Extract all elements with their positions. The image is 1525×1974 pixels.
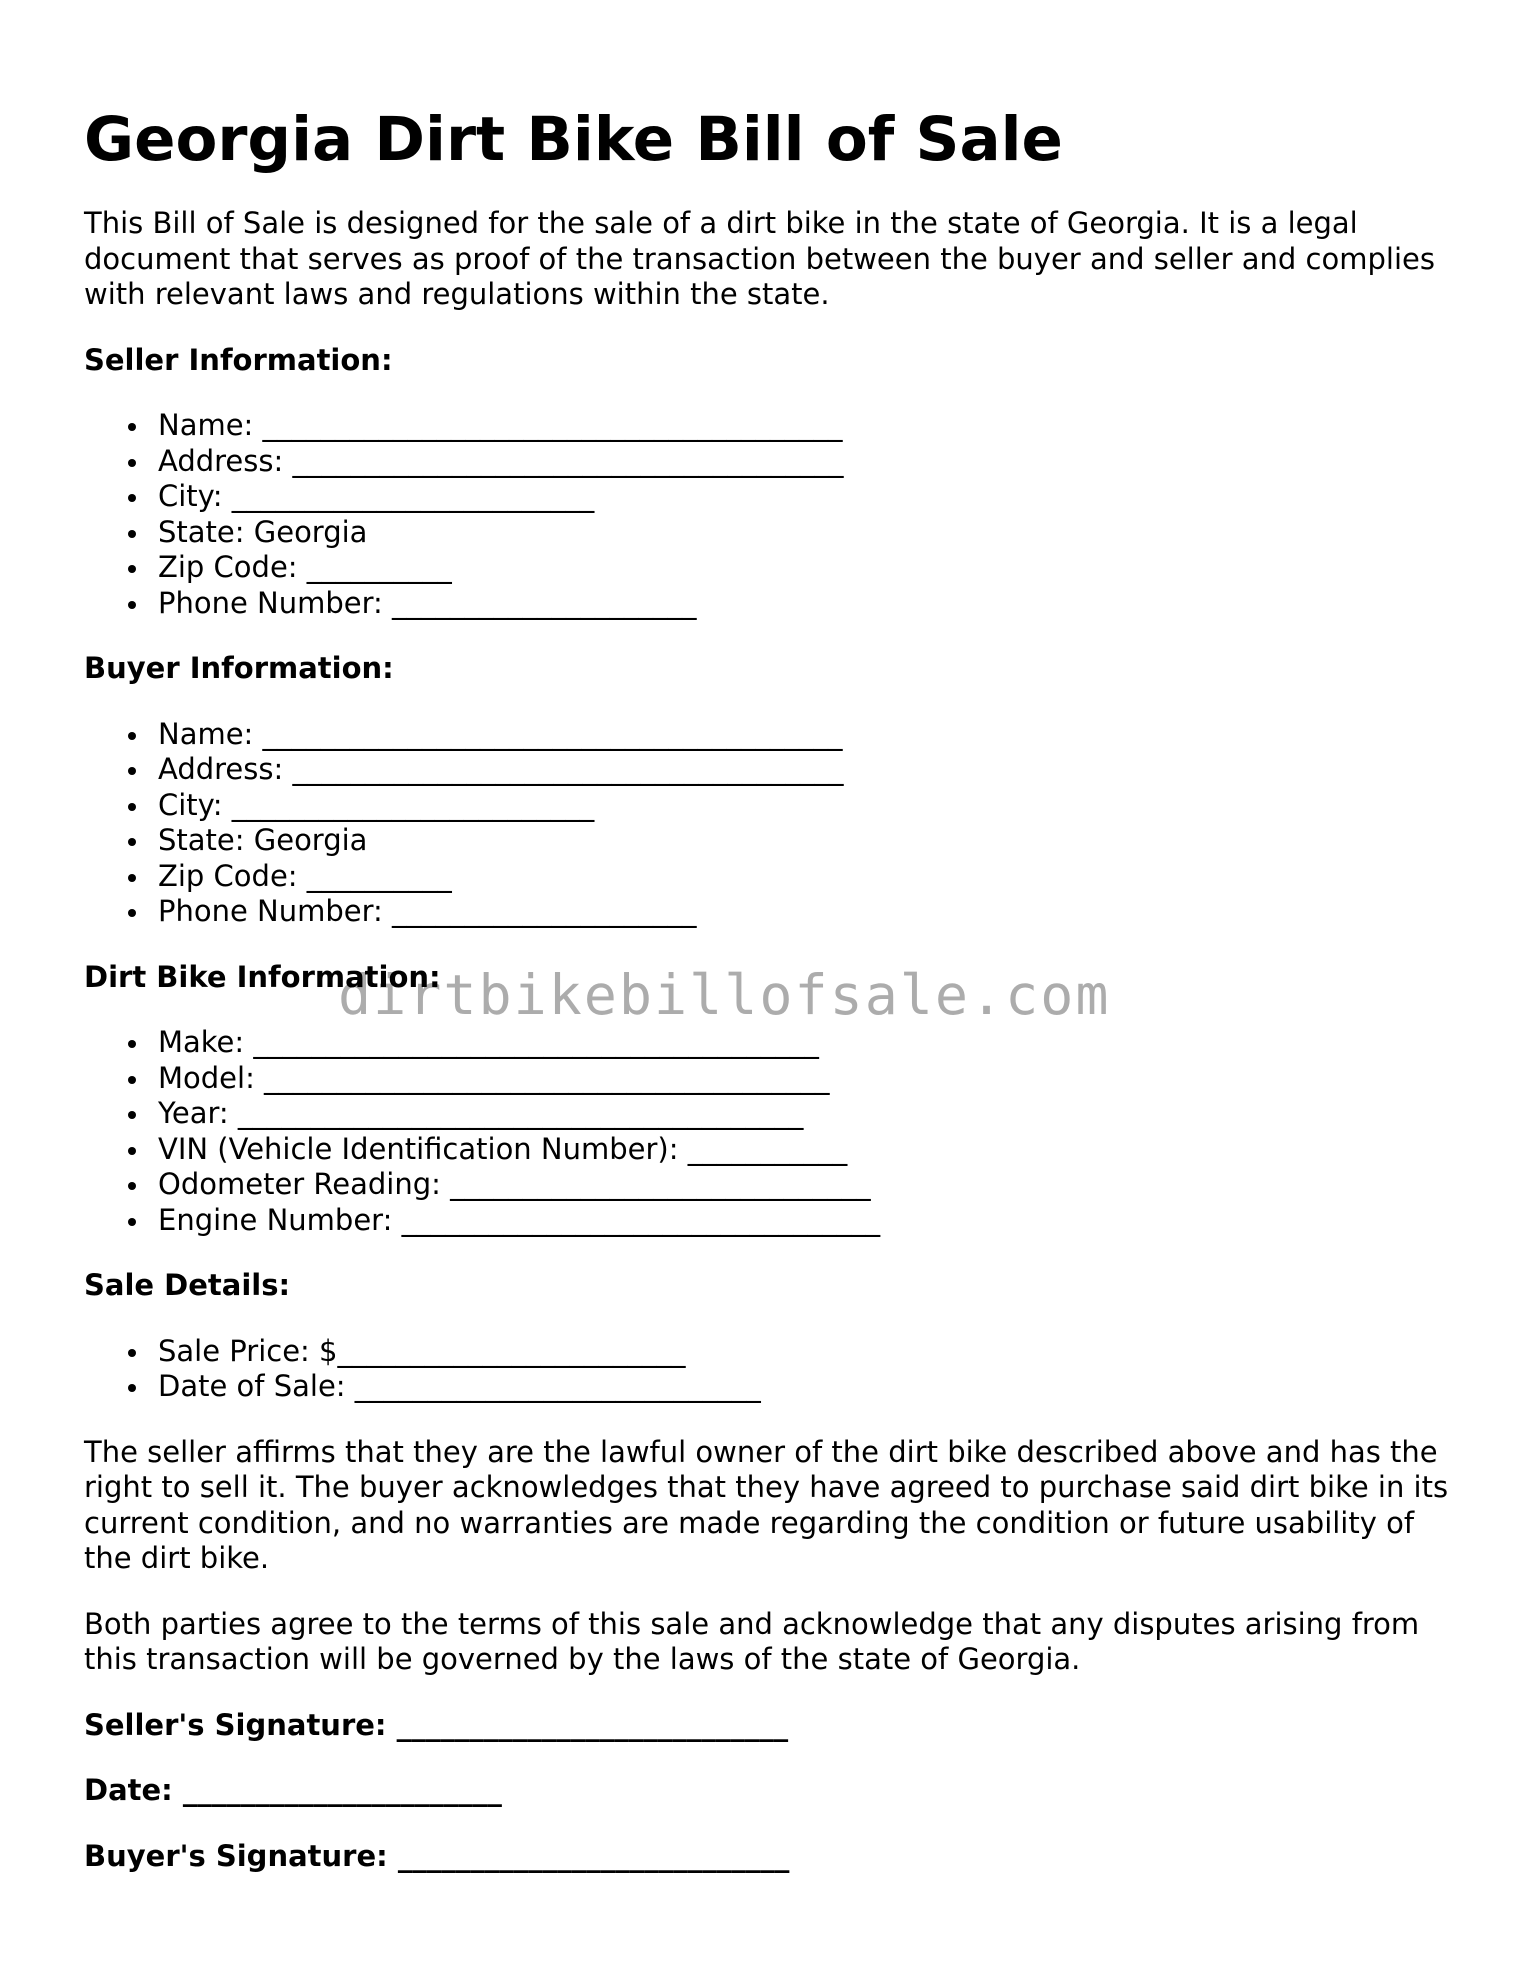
seller-state-field: State: Georgia [84, 515, 1454, 551]
bike-vin-field[interactable]: VIN (Vehicle Identification Number): ___________ [84, 1132, 1454, 1168]
buyer-phone-field[interactable]: Phone Number: _____________________ [84, 894, 1454, 930]
seller-zip-field[interactable]: Zip Code: __________ [84, 550, 1454, 586]
buyer-city-field[interactable]: City: _________________________ [84, 788, 1454, 824]
buyer-name-field[interactable]: Name: ________________________________________ [84, 717, 1454, 753]
buyer-info-list [84, 717, 1454, 930]
sale-details-list [84, 1334, 1454, 1405]
bike-model-field[interactable]: Model: _______________________________________ [84, 1061, 1454, 1097]
affirmation-paragraph: The seller affirms that they are the lawful owner of the dirt bike described above and has the right to sell it. The buyer acknowledges that they have agreed to purchase said dirt bike in its current condition, and no warranties are made regarding the condition or future usability of the dirt bike. [84, 1434, 1449, 1575]
buyer-address-field[interactable]: Address: ______________________________________ [84, 752, 1454, 788]
page-title: Georgia Dirt Bike Bill of Sale [84, 104, 1063, 175]
agreement-paragraph: Both parties agree to the terms of this sale and acknowledge that any disputes arising from this transaction will be governed by the laws of the state of Georgia. [84, 1606, 1420, 1676]
seller-city-field[interactable]: City: _________________________ [84, 479, 1454, 515]
seller-signature-field[interactable]: Seller's Signature: ___________________________ [84, 1707, 789, 1742]
seller-address-field[interactable]: Address: ______________________________________ [84, 444, 1454, 480]
bike-make-field[interactable]: Make: _______________________________________ [84, 1025, 1454, 1061]
sale-date-field[interactable]: Date of Sale: ____________________________ [84, 1369, 1454, 1405]
bike-info-list [84, 1025, 1454, 1238]
seller-phone-field[interactable]: Phone Number: _____________________ [84, 586, 1454, 622]
bike-odometer-field[interactable]: Odometer Reading: _____________________________ [84, 1167, 1454, 1203]
seller-name-field[interactable]: Name: ________________________________________ [84, 408, 1454, 444]
buyer-signature-field[interactable]: Buyer's Signature: ___________________________ [84, 1838, 790, 1873]
buyer-zip-field[interactable]: Zip Code: __________ [84, 859, 1454, 895]
signature-date-field[interactable]: Date: ______________________ [84, 1773, 502, 1807]
bike-section-heading: Dirt Bike Information: [84, 959, 441, 994]
bike-engine-number-field[interactable]: Engine Number: _________________________________ [84, 1203, 1454, 1239]
buyer-state-field: State: Georgia [84, 823, 1454, 859]
buyer-section-heading: Buyer Information: [84, 651, 394, 685]
bill-of-sale-document [84, 0, 1454, 1874]
watermark-text: dirtbikebillofsale.com [338, 963, 1111, 1027]
seller-info-list [84, 408, 1454, 621]
bike-year-field[interactable]: Year: _______________________________________ [84, 1096, 1454, 1132]
sale-price-field[interactable]: Sale Price: $________________________ [84, 1334, 1454, 1370]
sale-section-heading: Sale Details: [84, 1268, 291, 1302]
seller-section-heading: Seller Information: [84, 342, 393, 377]
intro-paragraph: This Bill of Sale is designed for the sale of a dirt bike in the state of Georgia. It is a legal document that serves as proof of the transaction between the buyer and seller and complies with relevant laws and regulations within the state. [84, 206, 1435, 311]
